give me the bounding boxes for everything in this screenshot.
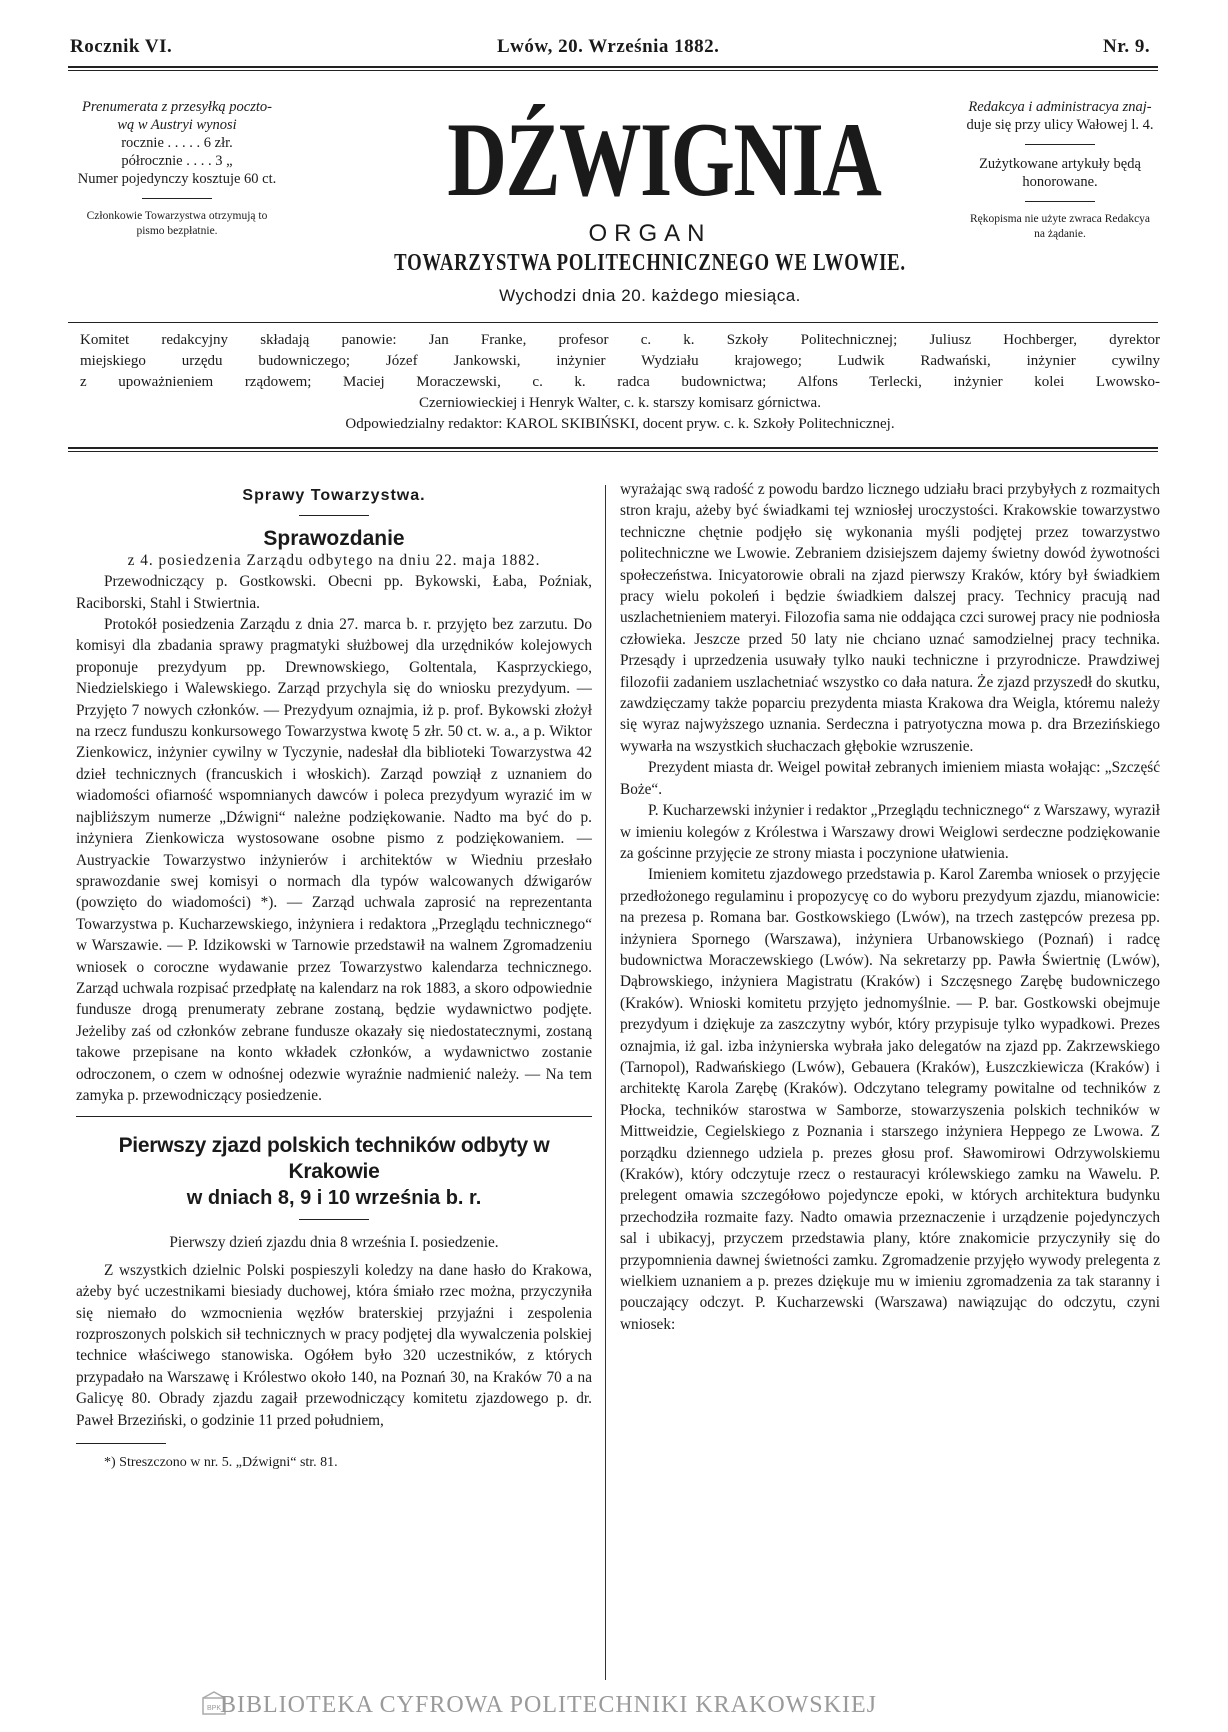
column-divider: [605, 485, 606, 1680]
editorial-box: [925, 98, 1195, 242]
publication-frequency: Wychodzi dnia 20. każdego miesiąca.: [499, 286, 801, 305]
masthead-title: DŹWIGNIA: [447, 101, 881, 218]
body-rule: [68, 447, 1158, 449]
masthead-society: TOWARZYSTWA POLITECHNICZNEGO WE LWOWIE.: [394, 250, 906, 276]
subscription-line: wą w Austryi wynosi: [117, 117, 237, 133]
divider: [299, 1219, 369, 1220]
logo-text: BPK: [206, 1705, 222, 1712]
price-half-year: półrocznie . . . . 3 „: [121, 153, 233, 169]
paragraph: Protokół posiedzenia Zarządu z dnia 27. marca b. r. przyjęto bez zarzutu. Do komisyi dla zbadania sprawy pragmatyki służbowej dla urzędników kolejowych proponuje prezydyum pp. Drewnowskiego, Goltentala, Kasprzyckiego, Niedzielskiego i Walewskiego. Zarząd przychyla się do wniosku prezydyum. — Przyjęto 7 nowych członków. — Prezydyum oznajmia, iż p. prof. Bykowski złożył na rzecz funduszu konkursowego Towarzystwa kwotę 5 złr. 50 ct. w. a., a p. Wiktor Zienkowicz, inżynier cywilny w Tyczynie, nadesłał dla biblioteki Towarzystwa 42 dzieł technicznych (francuskich i włoskich). Zarząd powziął z uznaniem do wiadomości ofiarność wspomnianych dawców i poleca prezydyum wyrazić im w najbliższym numerze „Dźwigni“ należne podziękowanie. Nadto ma być do p. inżyniera Zienkowicza wystosowane osobne pismo z podziękowaniem. — Austryackie Towarzystwo inżynierów i architektów w Wiedniu przesłało sprawozdanie swej komisyi o normach dla typów walcowanych dźwigarów (powzięto do wiadomości) *). — Zarząd uchwala zaprosić na reprezentanta Towarzystwa p. Kucharzewskiego, inżyniera i redaktora „Przeglądu technicznego“ w Warszawie. — P. Idzikowski w Tarnowie przedstawił na walnem Zgromadzeniu wniosek o coroczne wydawanie przez Towarzystwo kalendarza technicznego. Zarząd uchwala rozpisać przedpłatę na kalendarz na rok 1883, a skoro odpowiednie fundusze drogą prenumeraty zebrane zostaną, będzie wydawnictwo podjęte. Jeżeliby zaś od członków zebrane fundusze okazały się niedostatecznymi, zostaną takowe przepisane na konto wkładek członków, a wydawnictwo zostanie odroczonem, o czem w odnośnej odezwie wyraźnie nadmienić należy. — Na tem zamyka p. przewodniczący posiedzenie.: [76, 616, 592, 1104]
committee-line: miejskiego urzędu budowniczego; Józef Jankowski, inżynier Wydziału krajowego; Ludwik Radwański, inżynier cywilny: [80, 353, 1160, 369]
volume-label: Rocznik VI.: [70, 36, 173, 57]
price-yearly: rocznie . . . . . 6 złr.: [121, 135, 233, 151]
paragraph: Przewodniczący p. Gostkowski. Obecni pp. Bykowski, Łaba, Poźniak, Raciborski, Stahl i Stwiertnia.: [76, 573, 592, 612]
header-rule-thin: [68, 70, 1158, 71]
members-note: pismo bezpłatnie.: [136, 225, 218, 237]
members-note: Członkowie Towarzystwa otrzymują to: [86, 210, 268, 222]
section-heading: Sprawy Towarzystwa.: [242, 487, 426, 504]
paragraph: Z wszystkich dzielnic Polski pospieszyli koledzy na dane hasło do Krakowa, ażeby być uczestnikami biesiady duchowej, która śmiało rzec można, przyczyniła się niemało do wzmocnienia węzłów braterskiej przyjaźni i zespolenia rozproszonych polskich sił technicznych w pracy podjętej dla wywalczenia polskiej technice właściwego stanowiska. Ogółem było 320 uczestników, z których przypadało na Warszawę i Królestwo około 140, na Poznań 30, na Kraków 70 a na Galicyę 80. Obrady zjazdu zagaił przewodniczący komitetu zjazdowego p. dr. Paweł Brzeziński, o godzinie 11 przed południem,: [76, 1261, 592, 1429]
paragraph: P. Kucharzewski inżynier i redaktor „Przeglądu technicznego“ z Warszawy, wyraził w imieniu kolegów z Królestwa i Warszawy drowi Weiglowi serdeczne podziękowanie za gościnne przyjęcie ze strony miasta i poczynione ułatwienia.: [620, 802, 1160, 862]
header-rule: [68, 66, 1158, 68]
divider: [1025, 201, 1095, 202]
subscription-line: Prenumerata z przesyłką poczto-: [82, 99, 272, 115]
editorial-address: Redakcya i administracya znaj-: [968, 99, 1152, 115]
article-title: Pierwszy zjazd polskich techników odbyty w Krakowie: [118, 1134, 550, 1184]
editorial-committee: [80, 330, 1160, 435]
paragraph: Prezydent miasta dr. Weigel powitał zebranych imieniem miasta wołając: „Szczęść Boże“.: [620, 759, 1160, 798]
responsible-editor: Odpowiedzialny redaktor: KAROL SKIBIŃSKI, docent pryw. c. k. Szkoły Politechnicznej.: [345, 416, 895, 432]
article-subtitle: w dniach 8, 9 i 10 września b. r.: [186, 1187, 482, 1210]
report-title: Sprawozdanie: [263, 527, 405, 551]
day-heading: Pierwszy dzień zjazdu dnia 8 września I. posiedzenie.: [169, 1234, 499, 1252]
dateline: Lwów, 20. Września 1882.: [497, 36, 720, 57]
issue-number: Nr. 9.: [1103, 36, 1151, 57]
editorial-address: duje się przy ulicy Wałowej l. 4.: [966, 117, 1154, 133]
manuscripts-note: na żądanie.: [1034, 228, 1086, 240]
paragraph: Imieniem komitetu zjazdowego przedstawia p. Karol Zaremba wniosek o przyjęcie przedłożonego regulaminu i propozycyę co do wyboru prezydyum zjazdu, mianowicie: na prezesa p. Romana bar. Gostkowskiego (Lwów), na trzech zastępców prezesa pp. inżyniera Spornego (Warszawa), inżyniera Urbanowskiego (Poznań) i radcę budownictwa Moraczewskiego (Lwów). Na sekretarzy pp. Pawła Świertnię (Lwów), Dąbrowskiego, inżyniera Magistratu (Kraków) i Szczęsnego Zarębę budowniczego (Kraków). Wnioski komitetu przyjęto jednomyślnie. — P. bar. Gostkowski obejmuje prezydyum i dziękuje za zaszczytny wybór, który przypisuje tylko wypadkowi. Prezes oznajmia, iż gal. izba inżynierska wybrała jako delegatów na zjazd pp. Zakrzewskiego (Tarnopol), Radwańskiego (Lwów), Gebauera (Kraków), Łuszczkiewicza (Kraków) i architektę Karola Zarębę (Kraków). Odczytano telegramy powitalne od techników z Płocka, techników starostwa w Samborze, stowarzyszenia polskich techników w Mittweidzie, Cegielskiego z Poznania i starszego inżyniera Heppego ze Lwowa. Z porządku dziennego udziela p. prezes głosu prof. Sławomirowi Odrzywolskiemu (Kraków), który odczytuje rzecz o restauracyi królewskiego zamku na Wawelu. P. prelegent omawia szczegółowo pojedyncze epoki, w których architektura budynku przechodziła rozmaite fazy. Nadto omawia przeznaczenie i urządzenie pojedynczych sal i ubikacyj, przyczem przedstawia plany, które znakomicie przyczyniły się do przypomnienia dawnej świetności zamku. Zgromadzenie przyjęło wywody prelegenta z wielkiem uznaniem a p. prezes dziękuje mu w imieniu zgromadzenia za tak staranny i pouczający odczyt. P. Kucharzewski (Warszawa) nawiązując do odczytu, czyni wniosek:: [620, 866, 1160, 1333]
paragraph: wyrażając swą radość z powodu bardzo licznego udziału braci przybyłych z rozmaitych stron kraju, ażeby być świadkami tej wzniosłej uroczystości. Krakowskie towarzystwo techniczne chętnie podjęło się wykonania myśli podjętej przez towarzystwo politechniczne we Lwowie. Zebraniem dzisiejszem dajemy świetny dowód żywotności społeczeństwa. Inicyatorowie obrali na zjazd pierwszy Kraków, który był świadkiem pracy wielu pokoleń i będzie świadkiem dalszej pracy. Technicy pracują nad uszlachetnieniem materyi. Filozofia sama nie oddająca czci surowej pracy nie podniosła człowieka. Jeszcze przed 50 laty nie chciano uznać samodzielnej pracy technika. Przesądy i uprzedzenia usuwały tylko nauki techniczne i przyrodnicze. Prawdziwej filozofii zadaniem uszlachetniać wszystko co dała natura. Że zjazd przyszedł do skutku, zawdzięczamy także poparciu prezydenta miasta Krakowa dra Weigla, któremu należy się wyraz najwyższego uznania. Serdeczna i patryotyczna mowa p. dra Brzezińskiego wywarła na wszystkich słuchaczach głębokie wzruszenie.: [620, 481, 1160, 755]
manuscripts-note: Rękopisma nie użyte zwraca Redakcya: [969, 213, 1151, 225]
left-column: [76, 485, 592, 1680]
footnote-rule: [76, 1443, 166, 1444]
divider: [142, 198, 212, 199]
committee-line: Czerniowieckiej i Henryk Walter, c. k. starszy komisarz górnictwa.: [419, 395, 821, 411]
library-watermark: BIBLIOTEKA CYFROWA POLITECHNIKI KRAKOWSKIEJ: [220, 1692, 877, 1718]
right-column: [620, 479, 1160, 1679]
honorarium-note: honorowane.: [1022, 174, 1098, 190]
divider: [1025, 144, 1095, 145]
price-single: Numer pojedynczy kosztuje 60 ct.: [77, 171, 277, 187]
committee-rule: [68, 322, 1158, 323]
divider: [299, 515, 369, 516]
masthead-organ: ORGAN: [588, 220, 712, 247]
honorarium-note: Zużytkowane artykuły będą: [979, 156, 1141, 172]
body-rule-thin: [68, 451, 1158, 452]
article-rule: [76, 1116, 592, 1117]
footnote: *) Streszczono w nr. 5. „Dźwigni“ str. 81.: [104, 1455, 338, 1471]
report-subtitle: z 4. posiedzenia Zarządu odbytego na dniu 22. maja 1882.: [127, 551, 541, 569]
committee-line: z upoważnieniem rządowem; Maciej Moraczewski, c. k. radca budownictwa; Alfons Terlecki, inżynier kolei Lwowsko-: [80, 374, 1160, 390]
subscription-box: [44, 98, 310, 239]
committee-line: Komitet redakcyjny składają panowie: Jan Franke, profesor c. k. Szkoły Politechnicznej; Juliusz Hochberger, dyrektor: [80, 332, 1160, 348]
